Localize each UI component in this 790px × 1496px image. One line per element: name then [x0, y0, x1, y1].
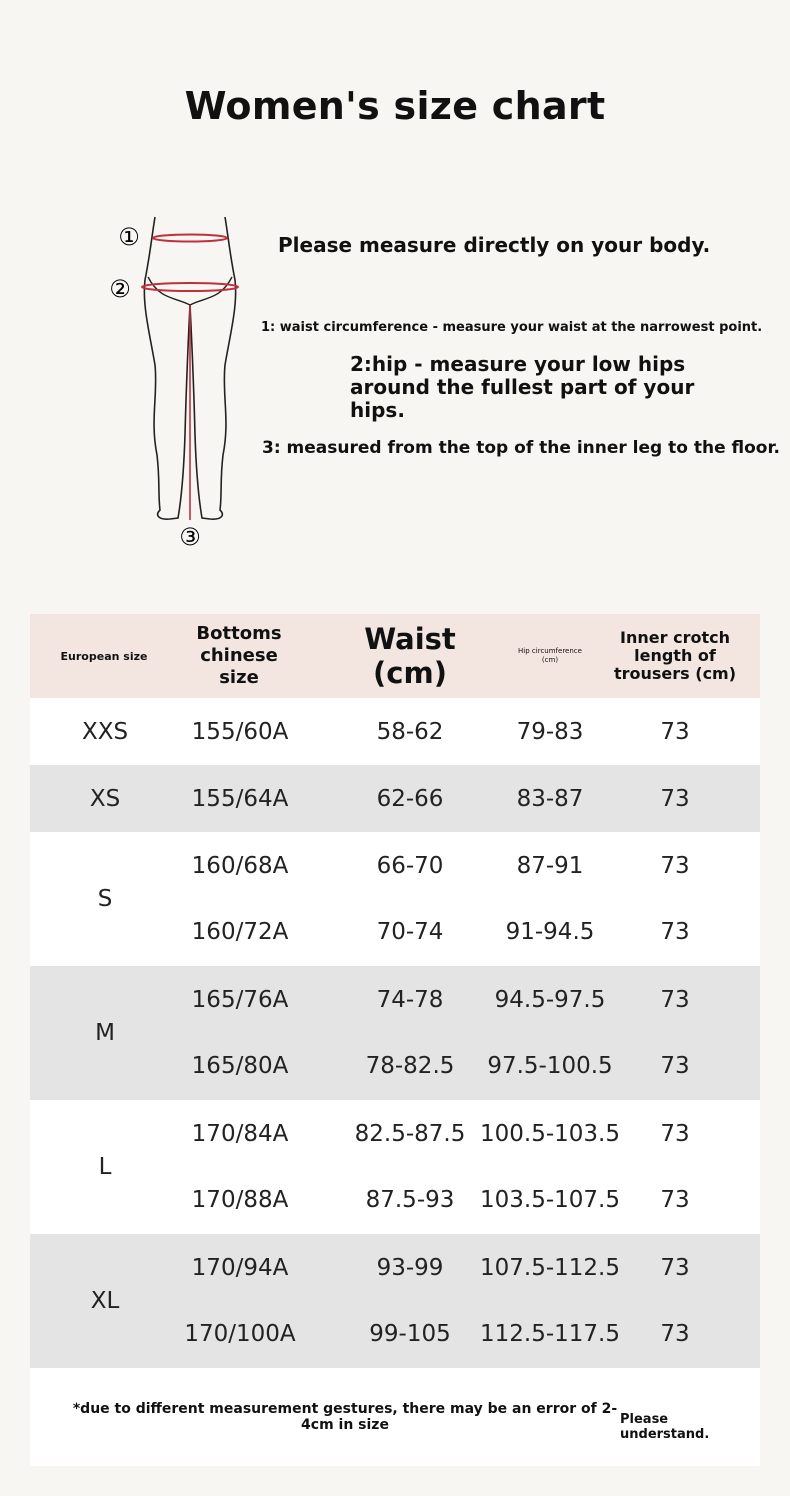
header-inner-crotch: Inner crotch length of trousers (cm)	[613, 628, 737, 683]
hip-cell: 91-94.5	[505, 918, 595, 945]
footnote-end: Please understand.	[620, 1412, 710, 1442]
waist-cell: 93-99	[376, 1254, 444, 1281]
note-waist: 1: waist circumference - measure your waist at the narrowest point.	[261, 320, 763, 335]
chinese-size-cell: 160/68A	[191, 852, 289, 879]
european-size-cell: XXS	[81, 718, 129, 745]
size-group	[30, 832, 760, 966]
table-row	[30, 898, 760, 965]
hip-cell: 107.5-112.5	[480, 1254, 620, 1281]
header-hip: Hip circumference (cm)	[518, 647, 582, 664]
table-row	[30, 765, 760, 832]
table-row	[30, 698, 760, 765]
header-european-size: European size	[60, 649, 148, 663]
waist-cell: 66-70	[376, 852, 444, 879]
waist-cell: 58-62	[376, 718, 444, 745]
hip-cell: 112.5-117.5	[480, 1320, 620, 1347]
footer	[30, 1368, 760, 1466]
european-size-cell: L	[98, 1154, 112, 1180]
hip-cell: 100.5-103.5	[480, 1120, 620, 1147]
intro-heading: Please measure directly on your body.	[278, 233, 711, 257]
waist-cell: 78-82.5	[365, 1052, 455, 1079]
table-header	[30, 614, 760, 698]
marker-inseam: ③	[179, 523, 201, 551]
european-size-cell: XS	[89, 785, 121, 812]
chinese-size-cell: 170/84A	[191, 1120, 289, 1147]
table-row	[30, 1032, 760, 1099]
hip-cell: 94.5-97.5	[494, 986, 606, 1013]
chinese-size-cell: 165/80A	[191, 1052, 289, 1079]
european-size-cell: M	[95, 1020, 115, 1046]
inner-crotch-cell: 73	[660, 918, 690, 945]
table-row	[30, 1166, 760, 1233]
european-size-cell: XL	[90, 1288, 120, 1314]
size-table	[30, 614, 760, 1466]
chinese-size-cell: 170/94A	[191, 1254, 289, 1281]
waist-cell: 62-66	[376, 785, 444, 812]
table-row	[30, 966, 760, 1033]
hip-cell: 97.5-100.5	[487, 1052, 613, 1079]
inner-crotch-cell: 73	[660, 1320, 690, 1347]
size-group	[30, 1100, 760, 1234]
waist-cell: 74-78	[376, 986, 444, 1013]
european-size-cell: S	[97, 886, 113, 912]
table-row	[30, 1100, 760, 1167]
chinese-size-cell: 155/60A	[191, 718, 289, 745]
size-group	[30, 765, 760, 832]
chinese-size-cell: 155/64A	[191, 785, 289, 812]
hip-cell: 79-83	[516, 718, 584, 745]
hip-cell: 83-87	[516, 785, 584, 812]
inner-crotch-cell: 73	[660, 1254, 690, 1281]
note-hip: 2:hip - measure your low hips around the fullest part of your hips.	[350, 352, 695, 422]
header-waist: Waist (cm)	[364, 622, 456, 690]
waist-cell: 99-105	[369, 1320, 451, 1347]
chinese-size-cell: 170/88A	[191, 1186, 289, 1213]
inner-crotch-cell: 73	[660, 1120, 690, 1147]
inner-crotch-cell: 73	[660, 718, 690, 745]
chinese-size-cell: 170/100A	[184, 1320, 296, 1347]
inner-crotch-cell: 73	[660, 852, 690, 879]
inner-crotch-cell: 73	[660, 785, 690, 812]
note-inseam: 3: measured from the top of the inner leg to the floor.	[262, 438, 780, 458]
size-group	[30, 698, 760, 765]
inner-crotch-cell: 73	[660, 1186, 690, 1213]
hip-cell: 87-91	[516, 852, 584, 879]
waist-cell: 87.5-93	[365, 1186, 455, 1213]
table-body	[30, 698, 760, 1368]
header-chinese-size: Bottoms chinese size	[196, 623, 282, 688]
inner-crotch-cell: 73	[660, 986, 690, 1013]
body-measurement-figure	[100, 205, 260, 565]
inner-crotch-cell: 73	[660, 1052, 690, 1079]
hip-cell: 103.5-107.5	[480, 1186, 620, 1213]
size-group	[30, 966, 760, 1100]
page-title: Women's size chart	[184, 84, 606, 128]
size-group	[30, 1234, 760, 1368]
footnote: *due to different measurement gestures, there may be an error of 2-4cm in size	[72, 1401, 618, 1433]
table-row	[30, 832, 760, 899]
waist-cell: 70-74	[376, 918, 444, 945]
waist-cell: 82.5-87.5	[354, 1120, 466, 1147]
chinese-size-cell: 165/76A	[191, 986, 289, 1013]
marker-hip: ②	[109, 275, 131, 303]
marker-waist: ①	[118, 223, 140, 251]
chinese-size-cell: 160/72A	[191, 918, 289, 945]
table-row	[30, 1300, 760, 1367]
table-row	[30, 1234, 760, 1301]
